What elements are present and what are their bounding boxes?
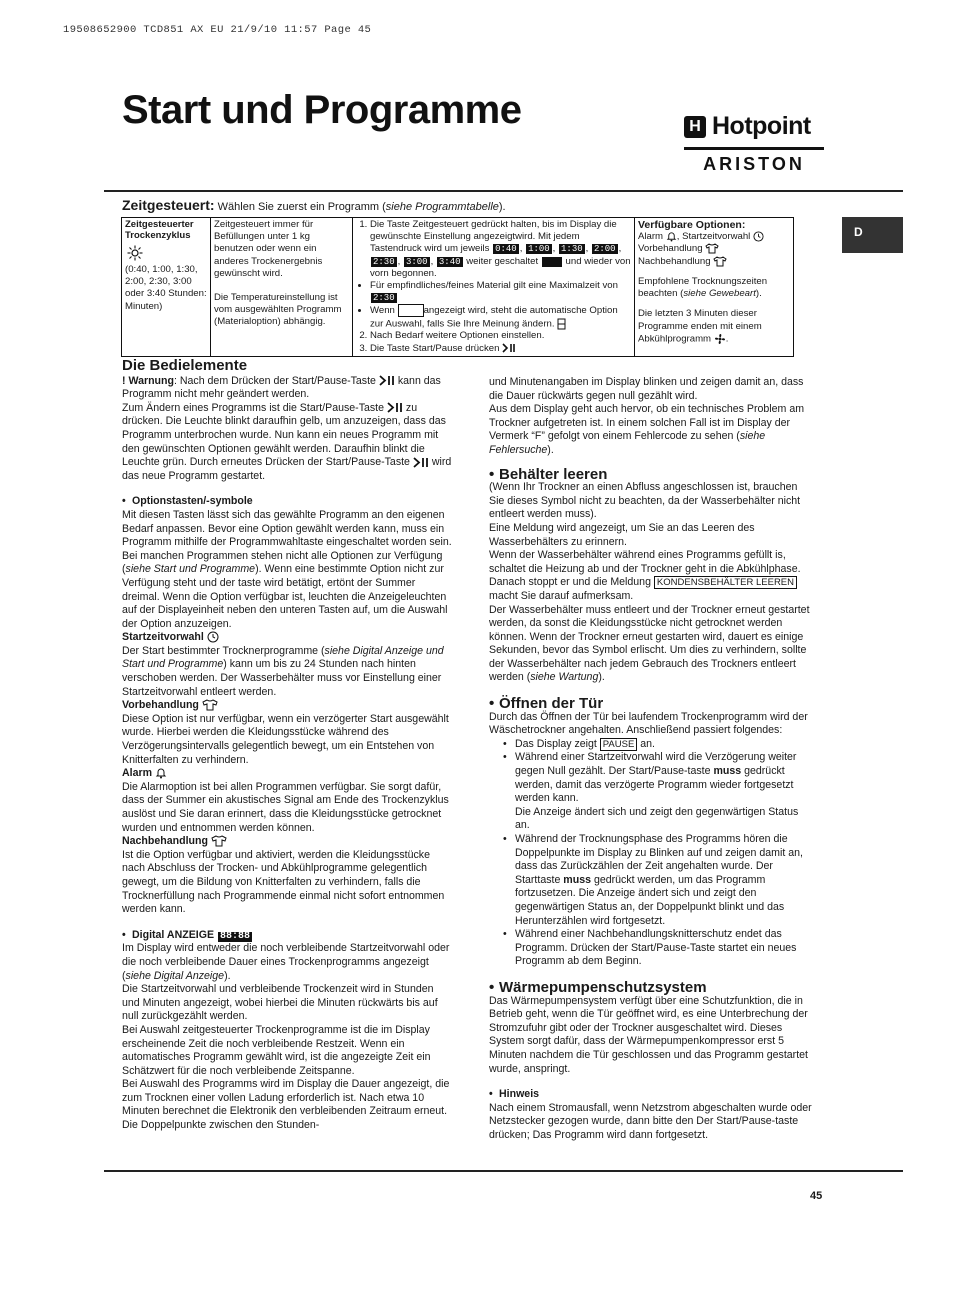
blank-display [542, 257, 562, 267]
controls-heading: Die Bedielemente [122, 357, 248, 374]
start-pause-icon [387, 402, 403, 413]
bullet-auto-option: • Wenn angezeigt wird, steht die automatische Option zur Auswahl, falls Sie Ihre Meinung ändern. [370, 304, 631, 330]
blank-box [398, 304, 424, 317]
heatpump-heading: • Wärmepumpenschutzsystem [489, 981, 815, 995]
note-heading: • Hinweis [489, 1088, 815, 1102]
brand-logo [684, 112, 824, 175]
clock-icon [207, 631, 219, 643]
clock-icon [753, 231, 764, 242]
table-cell-options: Verfügbare Optionen: Alarm , Startzeitvorwahl Vorbehandlung Nachbehandlung Empfohlene Trocknungszeiten beachten (siehe Gewebeart). Die letzten 3 Minuten dieser Programme enden mit einem Abkühlprogramm . [635, 218, 794, 357]
tank-heading: • Behälter leeren [489, 468, 815, 482]
auto-dry-icon [557, 318, 566, 330]
sun-icon [127, 245, 143, 261]
start-pause-icon [502, 343, 516, 353]
hotpoint-logo-icon: H [684, 116, 706, 138]
page-title: Start und Programme [122, 88, 522, 132]
step-1: 1. Die Taste Zeitgesteuert gedrückt halten, bis im Display die gewünschte Einstellung angezeigtwird. Mit jedem Tastendruck wird um jeweils 0:40 , 1:00 , 1:30 , 2:00 , 2:30 , 3:00 , 3:40 weiter geschaltet und wieder von vorn begonnen. [370, 219, 631, 280]
step-3: 3. Die Taste Start/Pause drücken [370, 343, 631, 355]
pre-heading: Vorbehandlung [122, 699, 452, 713]
step-2: 2. Nach Bedarf weitere Optionen einstellen. [370, 330, 631, 342]
digital-heading: • Digital ANZEIGE 88:88 [122, 929, 452, 943]
start-pause-icon [379, 375, 395, 386]
display-icon: 88:88 [219, 930, 250, 942]
fan-icon [714, 333, 726, 345]
shirt-icon [705, 243, 719, 254]
language-tab: D [842, 217, 903, 253]
bullet-delicate: • Für empfindliches/feines Material gilt eine Maximalzeit von 2:30 [370, 280, 631, 304]
brand-sub: ARISTON [703, 154, 805, 174]
bell-icon [155, 767, 167, 779]
delay-heading: Startzeitvorwahl [122, 631, 452, 645]
left-column: Die Bedielemente ! Warnung: Nach dem Drücken der Start/Pause-Taste kann das Programm nicht mehr geändert werden. Zum Ändern eines Programms ist die Start/Pause-Taste zu drücken. Die Leuchte blinkt daraufhin gelb, um anzuzeigen, dass das Programm unterbrochen wurde. Nun kann ein neues Programm mit den gewünschten Optionen gewählt werden. Daraufhin blinkt die Leuchte grün. Durch erneutes Drücken der Start/Pause-Taste wird das neue Programm gestartet. • Optionstasten/-symbole Mit diesen Tasten lässt sich das gewählte Programm an den eigenen Bedarf anpassen. Bevor eine Option gewählt werden kann, muss ein Programm mithilfe der Programmwahltaste eingeschaltet worden sein. Bei manchen Programmen stehen nicht alle Optionen zur Verfügung (siehe Start und Programme). Wenn eine bestimmte Option nicht zur Verfügung steht und der taste wird betätigt, ertönt der Summer dreimal. Wenn die Option verfügbar ist, leuchten die Anzeigeleuchten auf der Displayeinheit neben den unteren Tasten auf, um die Auswahl der Option anzuzeigen. Startzeitvorwahl Der Start bestimmter Trocknerprogramme (siehe Digital Anzeige und Start und Programme) kann um bis zu 24 Stunden nach hinten verschoben werden. Der Wasserbehälter muss vor Einstellung einer Startzeitvorwahl entleert werden. Vorbehandlung Diese Option ist nur verfügbar, wenn ein verzögerter Start ausgewählt wurde. Hierbei werden die Kleidungsstücke während des Verzögerungsintervalls gelegentlich bewegt, um ein Entstehen von Knitterfalten zu verhindern. Alarm Die Alarmoption ist bei allen Programmen verfügbar. Sie sorgt dafür, dass der Summer ein akustisches Signal am Ende des Trockenzyklus auslöst und Sie daran erinnert, dass die Kleidungsstücke getrocknet wurden und entnommen werden können. Nachbehandlung Ist die Option verfügbar und aktiviert, werden die Kleidungsstücke nach Abschluss der Trocken- und Abkühlprogramme gelegentlich gewegt, um die Bildung von Knitterfalten zu verhindern, falls die Trocknerfüllung nach Programmende einmal nicht sofort entnommen werden kann. • Digital ANZEIGE 88:88 Im Display wird entweder die noch verbleibende Startzeitvorwahl oder die noch verbleibende Dauer eines Trockenprogramms angezeigt (siehe Digital Anzeige). Die Startzeitvorwahl und verbleibende Trockenzeit wird in Stunden und Minuten angezeigt, wobei hierbei die Minuten rückwärts bis auf null zurückgezählt werden. Bei Auswahl zeitgesteuerter Trockenprogramme ist die im Display erscheinende Zeit die noch verbleibende Restzeit. Wenn ein automatisches Programm gewählt wird, ist die angezeigte Zeit ein Schätzwert für die noch verbleibende Zeitspanne. Bei Auswahl des Programms wird im Display die Dauer angezeigt, die zum Trocknen einer vollen Ladung erforderlich ist. Nach etwa 10 Minuten berechnet die Elektronik den verbleibenden Zeitraum erneut. Die Doppelpunkte zwischen den Stunden- [122, 359, 452, 1133]
door-heading: • Öffnen der Tür [489, 697, 815, 711]
start-pause-icon [413, 457, 429, 468]
table-cell-program: Zeitgesteuerter Trockenzyklus (0:40, 1:00, 1:30, 2:00, 2:30, 3:00 oder 3:40 Stunden: Minuten) [122, 218, 211, 357]
door-bullet-2: • Während einer Startzeitvorwahl wird die Verzögerung weiter gegen Null gezählt. Der Start/Pause-taste muss gedrückt werden, damit das verzögerte Programm wieder fortgesetzt werden kann. Die Anzeige ändert sich und zeigt den gegenwärtigen Status an. [489, 751, 815, 833]
shirt-icon [211, 835, 227, 847]
logo-divider [684, 147, 824, 150]
door-bullet-4: • Während einer Nachbehandlungsknitterschutz endet das Programm. Drücken der Start/Pause-Taste startet ein neues Programm ab dem Beginn. [489, 928, 815, 969]
timed-program-table [121, 217, 794, 357]
tank-message-box: KONDENSBEHÄLTER LEEREN [654, 576, 797, 589]
alarm-heading: Alarm [122, 767, 452, 781]
post-heading: Nachbehandlung [122, 835, 452, 849]
right-column: und Minutenangaben im Display blinken und zeigen damit an, dass die Dauer rückwärts gegen null gezählt wird. Aus dem Display geht auch hervor, ob ein technisches Problem am Trockner aufgetreten ist. In einem solchen Fall ist im Display der Vermerk “F” gefolgt von einem Fehlercode zu sehen (siehe Fehlersuche). • Behälter leeren (Wenn Ihr Trockner an einen Abfluss angeschlossen ist, brauchen Sie dieses Symbol nicht zu beachten, da der Wasserbehälter nicht entleert werden muss). Eine Meldung wird angezeigt, um Sie an das Leeren des Wasserbehälters zu erinnern. Wenn der Wasserbehälter während eines Programms gefüllt is, schaltet die Heizung ab und der Trockner geht in die Abkühlphase. Danach stoppt er und die Meldung KONDENSBEHÄLTER LEEREN macht Sie darauf aufmerksam. Der Wasserbehälter muss entleert und der Trockner erneut gestartet werden, da sonst die Kleidungsstücke nicht getrocknet werden können. Wenn der Trockner erneut gestarten wird, dauert es einige Sekunden, bevor das Symbol erlischt. Um dies zu verhindern, sollte der Wasserbehälter nach jedem Gebrauch des Trockners entleert werden (siehe Wartung). • Öffnen der Tür Durch das Öffnen der Tür bei laufendem Trockenprogramm wird der Wäschetrockner angehalten. Anschließend passiert folgendes: • Das Display zeigt PAUSE an. • Während einer Startzeitvorwahl wird die Verzögerung weiter gegen Null gezählt. Der Start/Pause-taste muss gedrückt werden, damit das verzögerte Programm wieder fortgesetzt werden kann. Die Anzeige ändert sich und zeigt den gegenwärtigen Status an. • Während der Trocknungsphase des Programms hören die Doppelpunkte im Display zu Blinken auf und zeigen damit an, dass das Zurückzählen der Zeit angehalten wurde. Der Starttaste muss gedrückt werden, um das Programm fortzusetzen. Die Anzeige ändert sich und zeigt den gegenwärtigen Status an, der Doppelpunkt blinkt und das Herunterzählen wird fortgesetzt. • Während einer Nachbehandlungsknitterschutz endet das Programm. Drücken der Start/Pause-Taste startet ein neues Programm ab dem Beginn. • Wärmepumpenschutzsystem Das Wärmepumpensystem verfügt über eine Schutzfunktion, die in Betrieb geht, wenn die Tür geöffnet wird, es eine Unterbrechung der Stromzufuhr gibt oder der Trockner ausgeschaltet wird. Dieses System sorgt dafür, dass der Wärmepumpenkompressor erst 5 Minuten nachdem die Tür geschlossen und das Programm gestartet wurde, anspringt. • Hinweis Nach einem Stromausfall, wenn Netzstrom abgeschalten wurde oder Netzstecker gezogen wurde, dann bitte den Der Start/Pause-taste drücken; Das Programm wird dann fortgesetzt. [489, 376, 815, 1142]
page-number: 45 [810, 1190, 823, 1202]
bell-icon [666, 231, 677, 242]
table-cell-description: Zeitgesteuert immer für Befüllungen unter 1 kg benutzen oder wenn ein anderes Trockenergebnis gewünscht wird. Die Temperatureinstellung ist vom ausgewählten Programm (Materialoption) abhängig. [211, 218, 353, 357]
brand-name: Hotpoint [712, 112, 811, 140]
print-header: 19508652900 TCD851 AX EU 21/9/10 11:57 Page 45 [63, 24, 372, 36]
timed-intro: Zeitgesteuert: Wählen Sie zuerst ein Programm (siehe Programmtabelle). [122, 197, 506, 213]
shirt-icon [202, 699, 218, 711]
shirt-icon [713, 256, 727, 267]
door-bullet-1: • Das Display zeigt PAUSE an. [489, 738, 815, 752]
bottom-rule [104, 1170, 903, 1172]
door-bullet-3: • Während der Trocknungsphase des Programms hören die Doppelpunkte im Display zu Blinken auf und zeigen damit an, dass das Zurückzählen der Zeit angehalten wurde. Der Starttaste muss gedrückt werden, um das Programm fortzusetzen. Die Anzeige ändert sich und zeigt den gegenwärtigen Status an, der Doppelpunkt blinkt und das Herunterzählen wird fortgesetzt. [489, 833, 815, 928]
pause-message-box: PAUSE [600, 738, 638, 751]
options-heading: • Optionstasten/-symbole [122, 495, 452, 509]
top-rule [104, 190, 903, 192]
table-cell-steps [353, 218, 635, 357]
timed-heading: Zeitgesteuert: [122, 197, 215, 213]
